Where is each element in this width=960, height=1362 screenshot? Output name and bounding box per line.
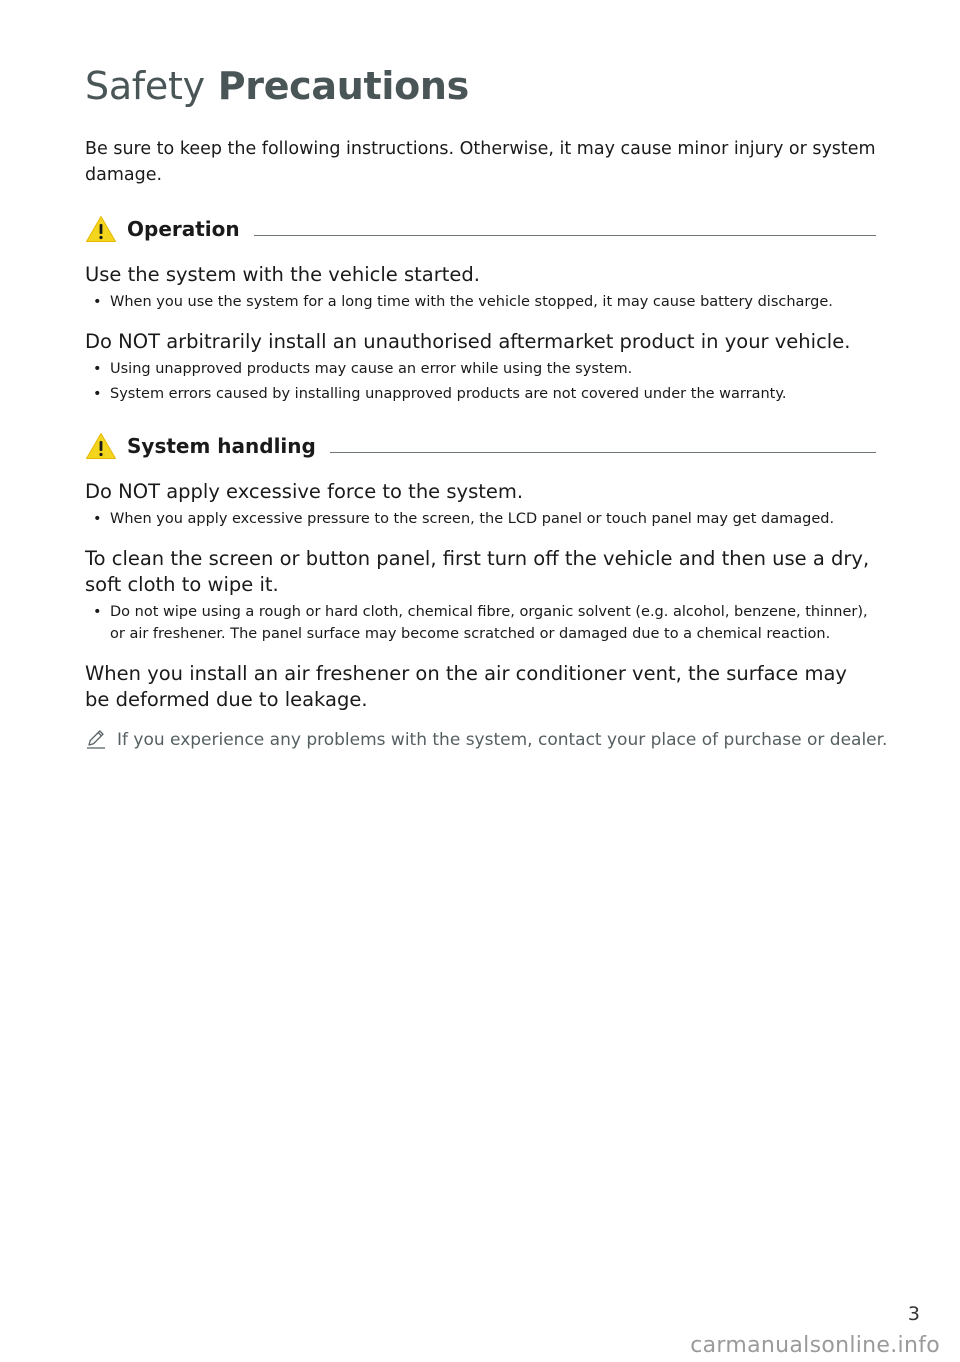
bullet-list: [85, 508, 876, 530]
list-item: [85, 383, 876, 405]
list-item-text: When you apply excessive pressure to the screen, the LCD panel or touch panel may get damaged.: [110, 511, 835, 527]
page-title-light: Safety: [85, 64, 205, 108]
list-item-text: Using unapproved products may cause an error while using the system.: [110, 361, 633, 377]
item-heading: Do NOT apply excessive force to the system.: [85, 480, 524, 503]
page-title: [85, 58, 876, 114]
bullet-glyph: •: [93, 511, 102, 527]
bullet-list: [85, 358, 876, 405]
section-header-operation: [85, 212, 876, 246]
bullet-glyph: •: [93, 386, 102, 402]
section-title: System handling: [127, 434, 316, 458]
note: [85, 727, 888, 753]
list-item-text: When you use the system for a long time with the vehicle stopped, it may cause battery discharge.: [110, 294, 833, 310]
page-title-bold: Precautions: [217, 64, 469, 108]
item-heading: When you install an air freshener on the air conditioner vent, the surface may be deformed due to leakage.: [85, 662, 847, 711]
page-content: [85, 58, 888, 753]
item-heading: Use the system with the vehicle started.: [85, 263, 480, 286]
watermark: carmanualsonline.info: [690, 1333, 940, 1358]
bullet-list: [85, 291, 876, 313]
pencil-note-icon: [85, 728, 107, 750]
bullet-glyph: •: [93, 294, 102, 310]
section-title: Operation: [127, 217, 240, 241]
list-item: [85, 508, 876, 530]
warning-triangle-icon: [85, 432, 117, 460]
list-item: [85, 358, 876, 380]
bullet-list: [85, 601, 876, 645]
page-number: 3: [907, 1303, 920, 1325]
list-item: [85, 291, 876, 313]
item-heading: Do NOT arbitrarily install an unauthorised aftermarket product in your vehicle.: [85, 330, 851, 353]
section-header-system-handling: [85, 429, 876, 463]
note-text: If you experience any problems with the system, contact your place of purchase or dealer.: [117, 730, 888, 750]
warning-triangle-icon: [85, 215, 117, 243]
bullet-glyph: •: [93, 604, 102, 620]
list-item: [85, 601, 876, 645]
intro-paragraph: Be sure to keep the following instructions. Otherwise, it may cause minor injury or system damage.: [85, 139, 876, 185]
list-item-text: System errors caused by installing unapproved products are not covered under the warranty.: [110, 386, 787, 402]
section-divider: [254, 235, 876, 236]
item-heading: To clean the screen or button panel, first turn off the vehicle and then use a dry, soft cloth to wipe it.: [85, 547, 870, 596]
section-divider: [330, 452, 876, 453]
list-item-text: Do not wipe using a rough or hard cloth, chemical fibre, organic solvent (e.g. alcohol, benzene, thinner), or air freshener. The panel surface may become scratched or damaged due to a chemical reaction.: [110, 604, 868, 642]
bullet-glyph: •: [93, 361, 102, 377]
